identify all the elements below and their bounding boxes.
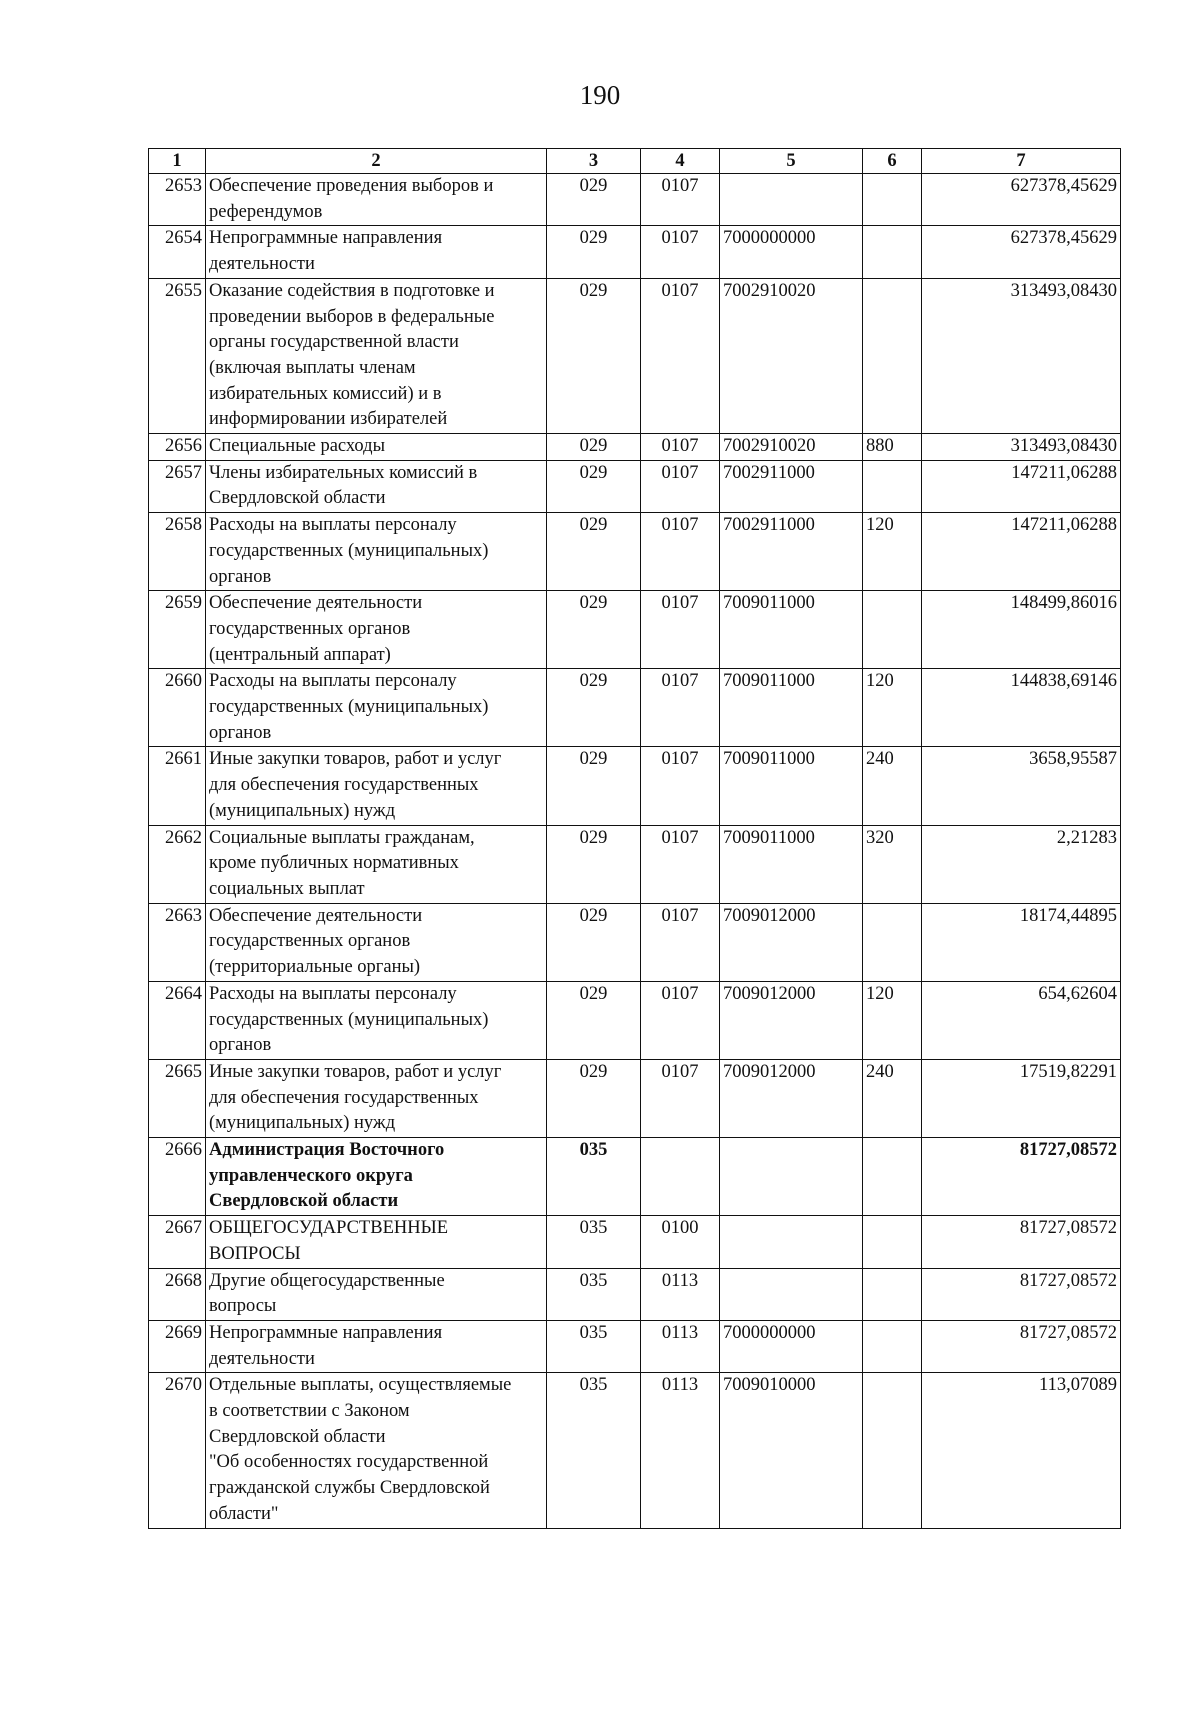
row-col-5 xyxy=(720,1216,863,1268)
row-number: 2655 xyxy=(149,278,206,433)
row-name xyxy=(206,747,547,825)
row-col-3: 035 xyxy=(547,1320,641,1372)
row-col-3: 035 xyxy=(547,1268,641,1320)
row-col-6 xyxy=(863,278,922,433)
table-row xyxy=(149,174,1121,226)
row-name-line: Обеспечение деятельности xyxy=(209,593,423,614)
row-col-4: 0107 xyxy=(641,434,720,461)
row-number: 2658 xyxy=(149,513,206,591)
row-amount: 81727,08572 xyxy=(922,1138,1121,1216)
row-name-line: информировании избирателей xyxy=(209,409,448,430)
table-row xyxy=(149,434,1121,461)
row-col-3: 035 xyxy=(547,1373,641,1528)
table-row xyxy=(149,460,1121,512)
row-amount: 3658,95587 xyxy=(922,747,1121,825)
row-amount: 18174,44895 xyxy=(922,903,1121,981)
row-name-line: государственных (муниципальных) xyxy=(209,697,489,718)
row-name-line: проведении выборов в федеральные xyxy=(209,306,495,327)
row-name-line: Социальные выплаты гражданам, xyxy=(209,827,475,848)
row-name-line: государственных (муниципальных) xyxy=(209,1009,489,1030)
row-number: 2657 xyxy=(149,460,206,512)
row-number: 2660 xyxy=(149,669,206,747)
table-row xyxy=(149,1138,1121,1216)
row-col-4: 0107 xyxy=(641,278,720,433)
row-name xyxy=(206,174,547,226)
row-name-line: ВОПРОСЫ xyxy=(209,1243,301,1264)
row-col-5: 7009011000 xyxy=(720,591,863,669)
row-amount: 147211,06288 xyxy=(922,460,1121,512)
row-name-line: вопросы xyxy=(209,1296,277,1317)
row-name xyxy=(206,460,547,512)
row-name-line: Иные закупки товаров, работ и услуг xyxy=(209,1061,502,1082)
row-name-line: гражданской службы Свердловской xyxy=(209,1478,490,1499)
row-number: 2664 xyxy=(149,981,206,1059)
row-number: 2659 xyxy=(149,591,206,669)
row-amount: 627378,45629 xyxy=(922,226,1121,278)
row-col-4: 0100 xyxy=(641,1216,720,1268)
header-col-2: 2 xyxy=(206,149,547,174)
row-name-line: для обеспечения государственных xyxy=(209,1087,479,1108)
table-row xyxy=(149,1059,1121,1137)
row-col-6 xyxy=(863,1216,922,1268)
row-col-5: 7000000000 xyxy=(720,226,863,278)
row-col-4: 0107 xyxy=(641,669,720,747)
row-number: 2669 xyxy=(149,1320,206,1372)
row-name xyxy=(206,1138,547,1216)
row-name xyxy=(206,278,547,433)
row-col-3: 029 xyxy=(547,174,641,226)
row-col-6: 120 xyxy=(863,669,922,747)
row-name-line: Расходы на выплаты персоналу xyxy=(209,983,457,1004)
row-col-5: 7009010000 xyxy=(720,1373,863,1528)
row-col-3: 035 xyxy=(547,1138,641,1216)
row-name-line: государственных (муниципальных) xyxy=(209,540,489,561)
row-col-6 xyxy=(863,591,922,669)
row-name-line: органы государственной власти xyxy=(209,332,459,353)
row-col-6 xyxy=(863,903,922,981)
row-col-4: 0107 xyxy=(641,226,720,278)
row-col-3: 029 xyxy=(547,513,641,591)
row-col-4: 0107 xyxy=(641,174,720,226)
row-col-3: 029 xyxy=(547,434,641,461)
row-col-3: 029 xyxy=(547,825,641,903)
table-row xyxy=(149,981,1121,1059)
row-name xyxy=(206,513,547,591)
row-name-line: управленческого округа xyxy=(209,1165,413,1186)
row-col-4: 0107 xyxy=(641,825,720,903)
row-name-line: Обеспечение проведения выборов и xyxy=(209,176,494,196)
row-col-5 xyxy=(720,1138,863,1216)
table-row xyxy=(149,226,1121,278)
row-col-6 xyxy=(863,226,922,278)
header-col-4: 4 xyxy=(641,149,720,174)
row-amount: 627378,45629 xyxy=(922,174,1121,226)
row-number: 2662 xyxy=(149,825,206,903)
row-name-line: Иные закупки товаров, работ и услуг xyxy=(209,749,502,770)
header-col-5: 5 xyxy=(720,149,863,174)
row-col-5: 7000000000 xyxy=(720,1320,863,1372)
row-amount: 147211,06288 xyxy=(922,513,1121,591)
row-col-4: 0107 xyxy=(641,460,720,512)
header-col-3: 3 xyxy=(547,149,641,174)
row-amount: 148499,86016 xyxy=(922,591,1121,669)
row-col-6 xyxy=(863,1373,922,1528)
row-col-5: 7002911000 xyxy=(720,460,863,512)
row-col-6 xyxy=(863,1268,922,1320)
row-col-6: 320 xyxy=(863,825,922,903)
row-name-line: "Об особенностях государственной xyxy=(209,1452,489,1473)
row-col-3: 029 xyxy=(547,1059,641,1137)
row-name-line: органов xyxy=(209,566,272,587)
row-name-line: ОБЩЕГОСУДАРСТВЕННЫЕ xyxy=(209,1218,449,1239)
row-col-6 xyxy=(863,174,922,226)
row-name xyxy=(206,1320,547,1372)
table-row xyxy=(149,1373,1121,1528)
row-name-line: Расходы на выплаты персоналу xyxy=(209,671,457,692)
table-row xyxy=(149,669,1121,747)
row-col-4: 0113 xyxy=(641,1268,720,1320)
row-name-line: в соответствии с Законом xyxy=(209,1401,410,1422)
row-col-5: 7002910020 xyxy=(720,434,863,461)
row-col-5: 7002911000 xyxy=(720,513,863,591)
row-col-5: 7009011000 xyxy=(720,669,863,747)
row-name-line: Обеспечение деятельности xyxy=(209,905,423,926)
row-number: 2668 xyxy=(149,1268,206,1320)
row-name-line: для обеспечения государственных xyxy=(209,775,479,796)
row-name-line: Расходы на выплаты персоналу xyxy=(209,515,457,536)
row-name-line: (включая выплаты членам xyxy=(209,357,416,378)
header-col-1: 1 xyxy=(149,149,206,174)
row-col-3: 035 xyxy=(547,1216,641,1268)
row-amount: 81727,08572 xyxy=(922,1268,1121,1320)
row-amount: 144838,69146 xyxy=(922,669,1121,747)
row-number: 2670 xyxy=(149,1373,206,1528)
table-row xyxy=(149,903,1121,981)
row-col-5: 7009012000 xyxy=(720,981,863,1059)
header-col-6: 6 xyxy=(863,149,922,174)
row-name-line: Свердловской области xyxy=(209,1426,386,1447)
row-name-line: Другие общегосударственные xyxy=(209,1270,445,1291)
row-col-3: 029 xyxy=(547,747,641,825)
row-name xyxy=(206,1059,547,1137)
row-name xyxy=(206,226,547,278)
row-name-line: (территориальные органы) xyxy=(209,957,421,978)
table-row xyxy=(149,825,1121,903)
row-col-5 xyxy=(720,174,863,226)
row-col-3: 029 xyxy=(547,278,641,433)
row-name-line: референдумов xyxy=(209,201,323,222)
row-col-3: 029 xyxy=(547,903,641,981)
row-name-line: Администрация Восточного xyxy=(209,1140,445,1161)
row-name-line: Свердловской области xyxy=(209,1191,399,1212)
row-col-4: 0107 xyxy=(641,1059,720,1137)
row-col-3: 029 xyxy=(547,669,641,747)
row-number: 2667 xyxy=(149,1216,206,1268)
row-amount: 81727,08572 xyxy=(922,1320,1121,1372)
row-col-5 xyxy=(720,1268,863,1320)
row-name-line: Оказание содействия в подготовке и xyxy=(209,280,495,301)
row-col-5: 7009012000 xyxy=(720,903,863,981)
row-name-line: (муниципальных) нужд xyxy=(209,800,396,821)
table-row xyxy=(149,1268,1121,1320)
row-name-line: Члены избирательных комиссий в xyxy=(209,462,478,483)
row-name-line: социальных выплат xyxy=(209,878,365,899)
row-col-3: 029 xyxy=(547,981,641,1059)
row-col-5: 7002910020 xyxy=(720,278,863,433)
row-col-5: 7009011000 xyxy=(720,747,863,825)
row-col-6: 120 xyxy=(863,513,922,591)
row-name xyxy=(206,434,547,461)
row-col-3: 029 xyxy=(547,226,641,278)
row-name-line: органов xyxy=(209,1035,272,1056)
row-col-4: 0113 xyxy=(641,1373,720,1528)
table-body xyxy=(149,174,1121,1529)
row-name xyxy=(206,825,547,903)
table-row xyxy=(149,278,1121,433)
budget-table xyxy=(148,148,1121,1529)
row-name xyxy=(206,903,547,981)
row-amount: 313493,08430 xyxy=(922,434,1121,461)
row-col-6: 240 xyxy=(863,1059,922,1137)
page-number: 190 xyxy=(579,80,621,110)
row-name-line: органов xyxy=(209,722,272,743)
row-col-6: 880 xyxy=(863,434,922,461)
row-name-line: Непрограммные направления xyxy=(209,1322,443,1343)
row-name-line: деятельности xyxy=(209,1348,315,1369)
row-number: 2665 xyxy=(149,1059,206,1137)
row-number: 2656 xyxy=(149,434,206,461)
row-name-line: избирательных комиссий) и в xyxy=(209,383,442,404)
row-amount: 17519,82291 xyxy=(922,1059,1121,1137)
row-name-line: государственных органов xyxy=(209,931,411,952)
row-col-6: 240 xyxy=(863,747,922,825)
row-col-4: 0113 xyxy=(641,1320,720,1372)
row-name-line: Свердловской области xyxy=(209,488,386,509)
row-name xyxy=(206,1373,547,1528)
row-amount: 113,07089 xyxy=(922,1373,1121,1528)
row-number: 2653 xyxy=(149,174,206,226)
row-col-3: 029 xyxy=(547,591,641,669)
row-number: 2654 xyxy=(149,226,206,278)
row-number: 2663 xyxy=(149,903,206,981)
row-col-6 xyxy=(863,1320,922,1372)
row-col-5: 7009012000 xyxy=(720,1059,863,1137)
row-number: 2661 xyxy=(149,747,206,825)
row-col-5: 7009011000 xyxy=(720,825,863,903)
row-amount: 313493,08430 xyxy=(922,278,1121,433)
row-name xyxy=(206,591,547,669)
table-row xyxy=(149,513,1121,591)
table-row xyxy=(149,591,1121,669)
row-amount: 654,62604 xyxy=(922,981,1121,1059)
row-name-line: Непрограммные направления xyxy=(209,228,443,249)
row-col-4: 0107 xyxy=(641,513,720,591)
header-row xyxy=(149,149,1121,174)
row-col-6: 120 xyxy=(863,981,922,1059)
row-name xyxy=(206,669,547,747)
row-name-line: кроме публичных нормативных xyxy=(209,853,459,874)
row-name-line: Специальные расходы xyxy=(209,436,385,457)
row-col-4: 0107 xyxy=(641,903,720,981)
table-row xyxy=(149,1216,1121,1268)
header-col-7: 7 xyxy=(922,149,1121,174)
row-col-4: 0107 xyxy=(641,747,720,825)
row-name-line: (муниципальных) нужд xyxy=(209,1113,396,1134)
row-amount: 2,21283 xyxy=(922,825,1121,903)
row-col-4: 0107 xyxy=(641,981,720,1059)
row-name-line: деятельности xyxy=(209,254,315,275)
row-name-line: (центральный аппарат) xyxy=(209,644,391,665)
row-col-4: 0107 xyxy=(641,591,720,669)
row-col-6 xyxy=(863,460,922,512)
table-row xyxy=(149,747,1121,825)
row-name xyxy=(206,1216,547,1268)
row-number: 2666 xyxy=(149,1138,206,1216)
row-col-4 xyxy=(641,1138,720,1216)
row-name xyxy=(206,1268,547,1320)
row-name-line: государственных органов xyxy=(209,618,411,639)
row-name-line: Отдельные выплаты, осуществляемые xyxy=(209,1375,512,1396)
table-row xyxy=(149,1320,1121,1372)
row-col-6 xyxy=(863,1138,922,1216)
row-name-line: области" xyxy=(209,1503,279,1524)
row-col-3: 029 xyxy=(547,460,641,512)
row-name xyxy=(206,981,547,1059)
row-amount: 81727,08572 xyxy=(922,1216,1121,1268)
